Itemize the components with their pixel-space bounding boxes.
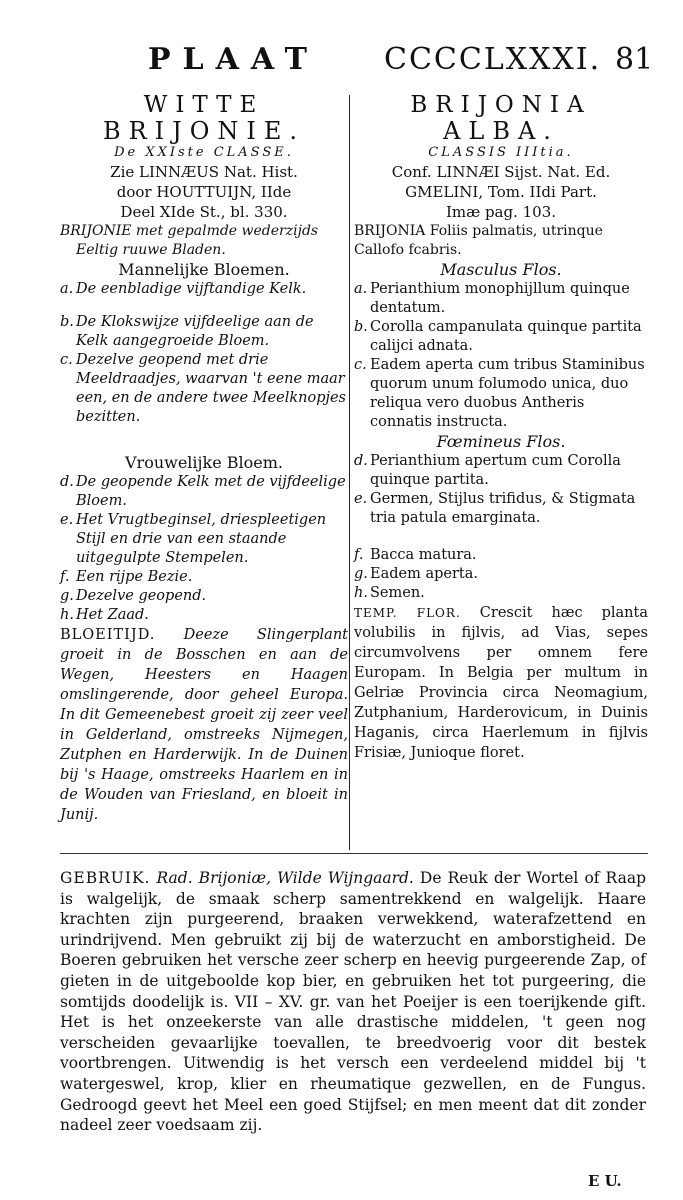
entry-label: e. [60,512,74,528]
latin-entry-g [354,565,648,584]
entry-text: Een rijpe Bezie. [76,569,193,585]
dutch-bloeitijd-paragraph [60,625,348,825]
latin-male-heading: Masculus Flos. [440,260,562,279]
bloeitijd-label: BLOEITIJD. [60,627,156,643]
entry-label: g. [60,588,74,604]
latin-title-line1: BRIJONIA [410,92,592,118]
entry-label: e. [354,491,368,507]
dutch-entry-d [60,473,348,511]
dutch-entry-e [60,511,348,568]
latin-ref-3: Imæ pag. 103. [445,203,557,221]
entry-label: g. [354,566,368,582]
latin-entry-e [354,490,648,528]
entry-text: De geopende Kelk met de vijfdeelige Bloem. [76,474,346,509]
latin-entry-f [354,546,648,565]
dutch-entry-h [60,606,348,625]
latin-entry-c [354,356,648,432]
dutch-column [60,92,348,825]
entry-text: Semen. [370,585,425,601]
entry-label: b. [60,314,74,330]
entry-label: c. [354,357,367,373]
entry-label: f. [354,547,364,563]
entry-text: Het Zaad. [76,607,149,623]
latin-classis: CLASSIS IIItia. [428,145,574,160]
dutch-ref-1: Zie LINNÆUS Nat. Hist. [110,163,298,181]
latin-entry-a [354,280,648,318]
dutch-entry-b [60,313,348,351]
page-header [0,42,683,82]
entry-text: Perianthium monophijllum quinque dentatum. [370,281,630,316]
latin-entry-d [354,452,648,490]
gebruik-text: De Reuk der Wortel of Raap is walgelijk, de smaak scherp samentrekkend en walgelijk. Haare krachten zijn purgeerend, braaken verwekkend, waterafzettend en urindrijvend. Men gebruikt zij bij de waterzucht en amborstigheid. De Boeren gebruiken het versche zeer scherp en heevig purgeerende Zap, of gieten in de uitgeboolde kop bier, en gebruiken het tot purgeering, die somtijds doodelijk is. VII – XV. gr. van het Poeijer is een toerijkende gift. Het is het onzeekerste van alle drastische middelen, 't geen nog verscheiden gevaarlijke toevallen, te breedvoerig voor dit bestek voortbrengen. Uitwendig is het versch een verdeelend middel bij 't watergeswel, krop, klier en rheumatique gezwellen, en de Fungus. Gedroogd geevt het Meel een goed Stijfsel; en men meent dat dit zonder nadeel zeer voedsaam zij. [60,869,646,1135]
latin-entry-h [354,584,648,603]
page-number: 81 [615,42,654,77]
entry-label: a. [60,281,74,297]
dutch-entry-a [60,280,348,299]
plate-number: CCCCLXXXI. [384,42,602,77]
entry-text: Het Vrugtbeginsel, driespleetigen Stijl en drie van een staande uitgegulpte Stempelen. [76,512,327,566]
catchword: E U. [588,1172,622,1190]
entry-label: h. [354,585,368,601]
entry-text: Eadem aperta cum tribus Staminibus quorum unum folumodo unica, duo reliqua vero duobus Antheris connatis instructa. [370,357,645,430]
entry-text: Bacca matura. [370,547,477,563]
gebruik-names: Rad. Brijoniæ, Wilde Wijngaard. [156,869,414,887]
dutch-female-heading: Vrouwelijke Bloem. [125,453,283,472]
entry-label: b. [354,319,368,335]
dutch-male-heading: Mannelijke Bloemen. [118,260,290,279]
temp-flor-text: Crescit hæc planta volubilis in fijlvis, ad Vias, sepes circumvolvens per omnem fere Europam. In Belgia per multum in Gelriæ Provincia circa Neomagium, Zutphanium, Harderovicum, in Duinis Haganis, circa Haerlemum in fijlvis Frisiæ, Junioque floret. [354,605,648,761]
entry-text: Dezelve geopend met drie Meeldraadjes, waarvan 't eene maar een, en de andere twee Meelknopjes bezitten. [76,352,346,425]
gebruik-paragraph [60,868,646,1136]
entry-text: Eadem aperta. [370,566,478,582]
entry-label: d. [354,453,368,469]
latin-title-line2: ALBA. [443,117,559,145]
latin-entry-b [354,318,648,356]
dutch-entry-c [60,351,348,427]
entry-label: h. [60,607,74,623]
latin-ref-2: GMELINI, Tom. IIdi Part. [405,183,597,201]
temp-flor-label: TEMP. FLOR. [354,606,461,620]
dutch-description-2: Eeltig ruuwe Bladen. [76,242,226,258]
latin-description: BRIJONIA Foliis palmatis, utrinque Callofo fcabris. [354,223,603,258]
dutch-title-line1: WITTE [143,92,265,118]
latin-ref-1: Conf. LINNÆI Sijst. Nat. Ed. [391,163,611,181]
section-rule [60,853,648,854]
plaat-heading: PLAAT [148,42,319,77]
gebruik-label: GEBRUIK. [60,869,151,887]
entry-text: Perianthium apertum cum Corolla quinque partita. [370,453,621,488]
latin-temp-flor-paragraph [354,603,648,763]
entry-label: a. [354,281,368,297]
entry-text: Dezelve geopend. [76,588,207,604]
entry-label: d. [60,474,74,490]
entry-text: Germen, Stijlus trifidus, & Stigmata tria patula emarginata. [370,491,636,526]
latin-female-heading: Fœmineus Flos. [436,432,566,451]
dutch-ref-2: door HOUTTUIJN, IIde [116,183,292,201]
dutch-description-1: BRIJONIE met gepalmde wederzijds [60,223,319,239]
dutch-classis: De XXIste CLASSE. [114,145,294,160]
dutch-ref-3: Deel XIde St., bl. 330. [120,203,288,221]
entry-text: De Klokswijze vijfdeelige aan de Kelk aangegroeide Bloem. [76,314,314,349]
entry-text: De eenbladige vijftandige Kelk. [76,281,307,297]
dutch-entry-f [60,568,348,587]
dutch-entry-g [60,587,348,606]
latin-column [354,92,648,763]
entry-text: Corolla campanulata quinque partita calijci adnata. [370,319,642,354]
bloeitijd-text: Deeze Slingerplant groeit in de Bosschen en aan de Wegen, Heesters en Haagen omslingerende, door geheel Europa. In dit Gemeenebest groeit zij zeer veel in Gelderland, omstreeks Nijmegen, Zutphen en Harderwijk. In de Duinen bij 's Haage, omstreeks Haarlem en in de Wouden van Friesland, en bloeit in Junij. [60,627,348,823]
entry-label: f. [60,569,70,585]
dutch-title-line2: BRIJONIE. [102,117,306,145]
entry-label: c. [60,352,73,368]
column-divider [349,95,350,850]
